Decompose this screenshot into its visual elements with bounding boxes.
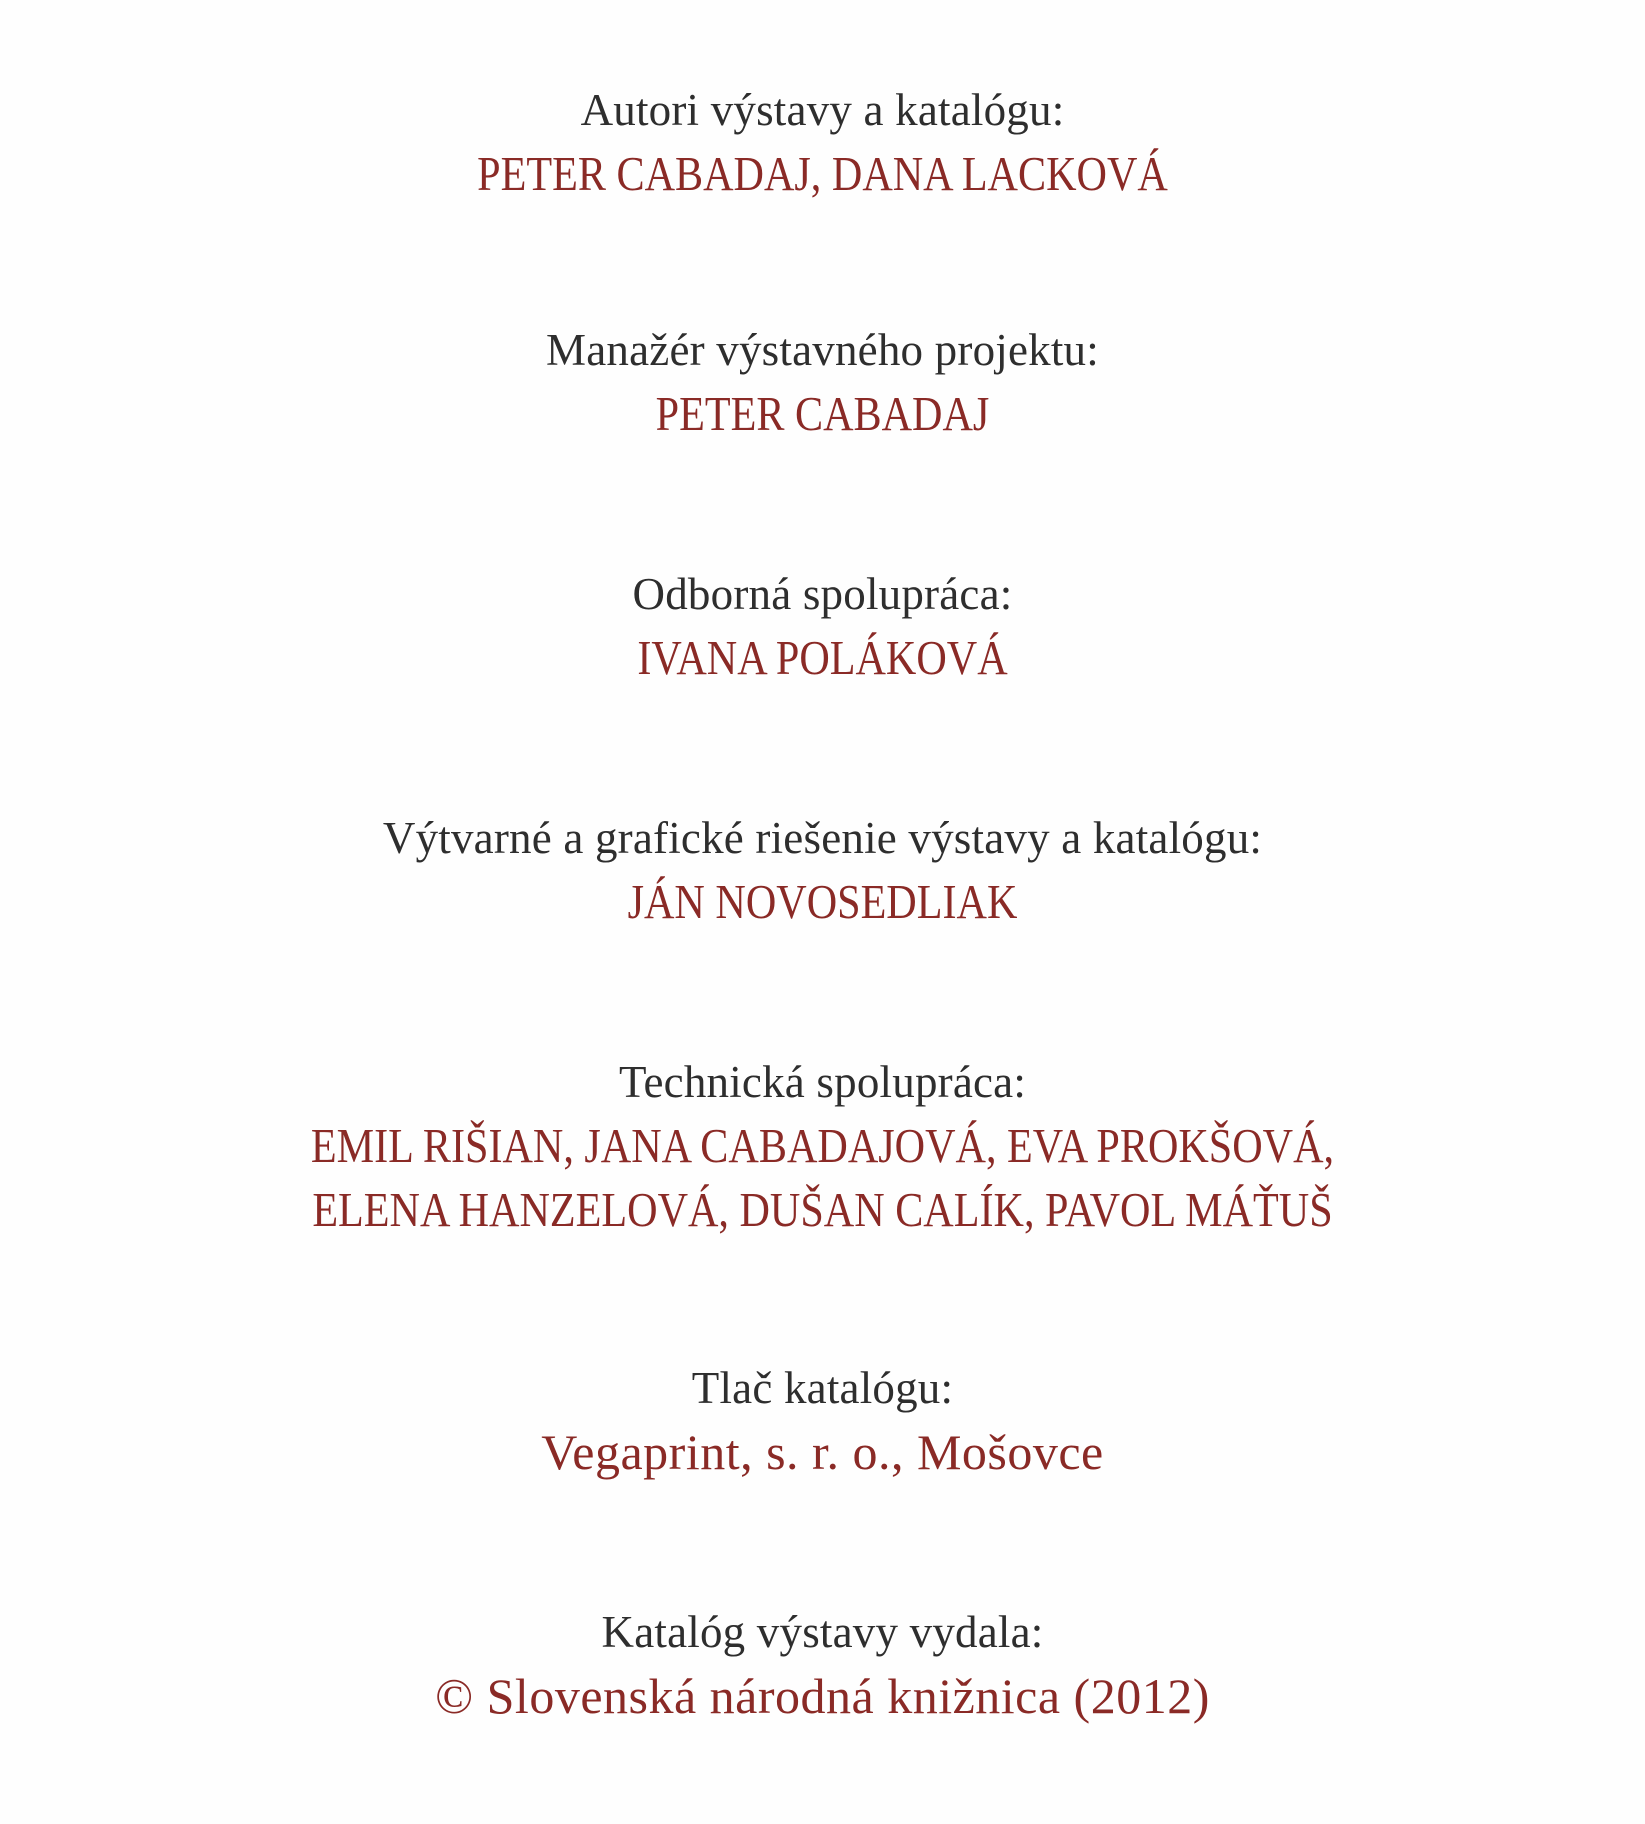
credit-printing xyxy=(0,1356,1645,1484)
credit-name-line-1: EMIL RIŠIAN, JANA CABADAJOVÁ, EVA PROKŠOVÁ, xyxy=(310,1118,1335,1173)
credit-label: Tlač katalógu: xyxy=(691,1363,954,1413)
credit-label: Katalóg výstavy vydala: xyxy=(601,1607,1044,1657)
credit-name: IVANA POLÁKOVÁ xyxy=(637,630,1008,685)
credit-name: PETER CABADAJ xyxy=(655,386,990,441)
credit-label: Výtvarné a grafické riešenie výstavy a katalógu: xyxy=(382,813,1263,863)
credit-authors xyxy=(0,78,1645,206)
credit-publisher xyxy=(0,1600,1645,1728)
credit-project-manager xyxy=(0,318,1645,446)
credit-name: PETER CABADAJ, DANA LACKOVÁ xyxy=(477,146,1168,201)
credit-label: Autori výstavy a katalógu: xyxy=(580,85,1065,135)
credit-name-copyright: © Slovenská národná knižnica (2012) xyxy=(435,1668,1210,1724)
credit-label: Odborná spolupráca: xyxy=(632,569,1013,619)
credit-label: Technická spolupráca: xyxy=(618,1057,1027,1107)
credit-technical-cooperation xyxy=(0,1050,1645,1242)
credit-name-line-2: ELENA HANZELOVÁ, DUŠAN CALÍK, PAVOL MÁŤUŠ xyxy=(312,1182,1333,1237)
credit-name: Vegaprint, s. r. o., Mošovce xyxy=(541,1424,1104,1480)
credit-expert-cooperation xyxy=(0,562,1645,690)
credit-graphic-design xyxy=(0,806,1645,934)
credit-name: JÁN NOVOSEDLIAK xyxy=(627,874,1018,929)
credit-label: Manažér výstavného projektu: xyxy=(546,325,1099,375)
